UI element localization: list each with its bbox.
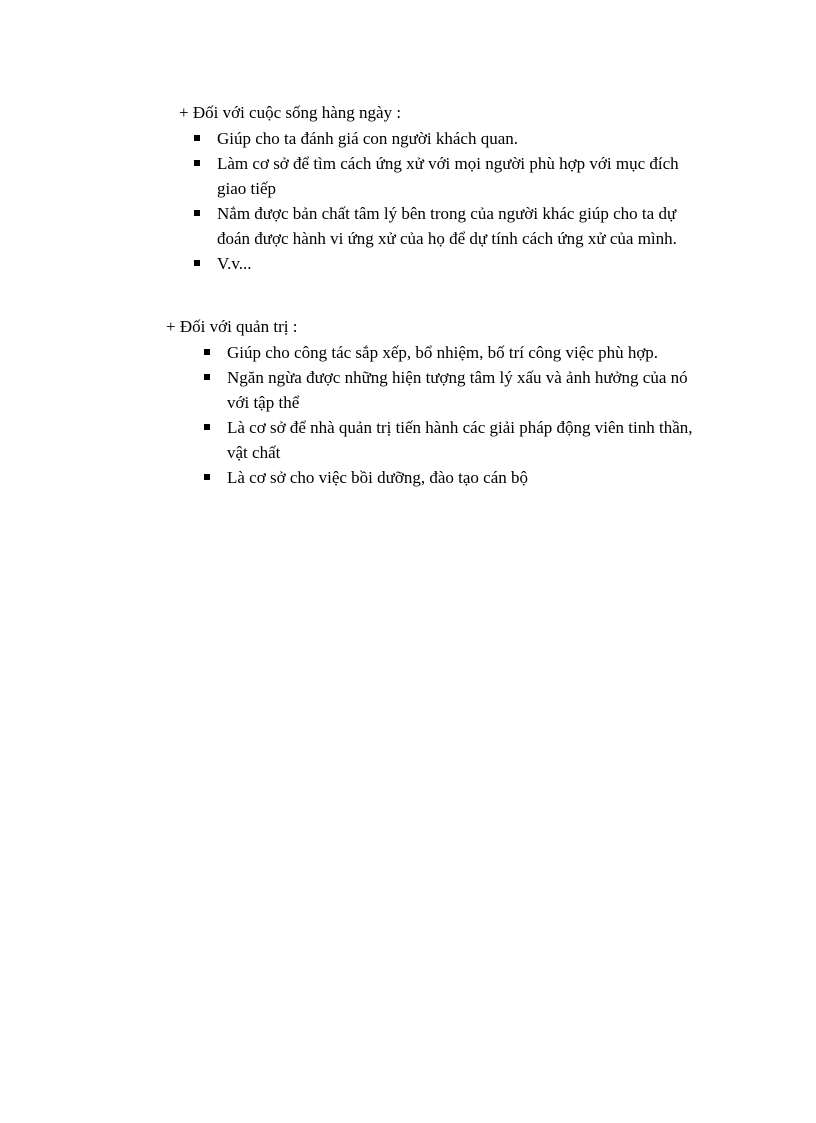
square-bullet-icon [194,135,200,141]
section-heading: + Đối với cuộc sống hàng ngày : [179,103,402,122]
square-bullet-icon [204,349,210,355]
square-bullet-icon [204,424,210,430]
list-item [202,465,697,490]
list-item [202,340,697,365]
list-item-text: V.v... [217,254,252,273]
list-item [192,251,687,276]
bullet-list [202,340,726,490]
list-item-text: Là cơ sở cho việc bồi dưỡng, đào tạo cán bộ [227,468,529,487]
section-heading: + Đối với quản trị : [166,317,298,336]
list-item-text: Nắm được bản chất tâm lý bên trong của người khác giúp cho ta dự đoán được hành vi ứng xử của họ để dự tính cách ứng xử của mình. [217,204,677,248]
list-item-text: Giúp cho công tác sắp xếp, bổ nhiệm, bố trí công việc phù hợp. [227,343,659,362]
list-item [192,126,687,151]
square-bullet-icon [204,474,210,480]
list-item-text: Ngăn ngừa được những hiện tượng tâm lý xấu và ảnh hưởng của nó với tập thể [227,368,688,412]
square-bullet-icon [194,210,200,216]
list-item [202,415,697,465]
square-bullet-icon [194,160,200,166]
list-item-text: Là cơ sở để nhà quản trị tiến hành các giải pháp động viên tinh thần, vật chất [227,418,693,462]
bullet-list [192,126,739,276]
list-item-text: Giúp cho ta đánh giá con người khách quan. [217,129,518,148]
list-item [192,201,687,251]
list-item [202,365,697,415]
section-management [166,314,726,490]
square-bullet-icon [204,374,210,380]
square-bullet-icon [194,260,200,266]
list-item [192,151,687,201]
section-daily-life [179,100,739,276]
list-item-text: Làm cơ sở để tìm cách ứng xử với mọi người phù hợp với mục đích giao tiếp [217,154,679,198]
